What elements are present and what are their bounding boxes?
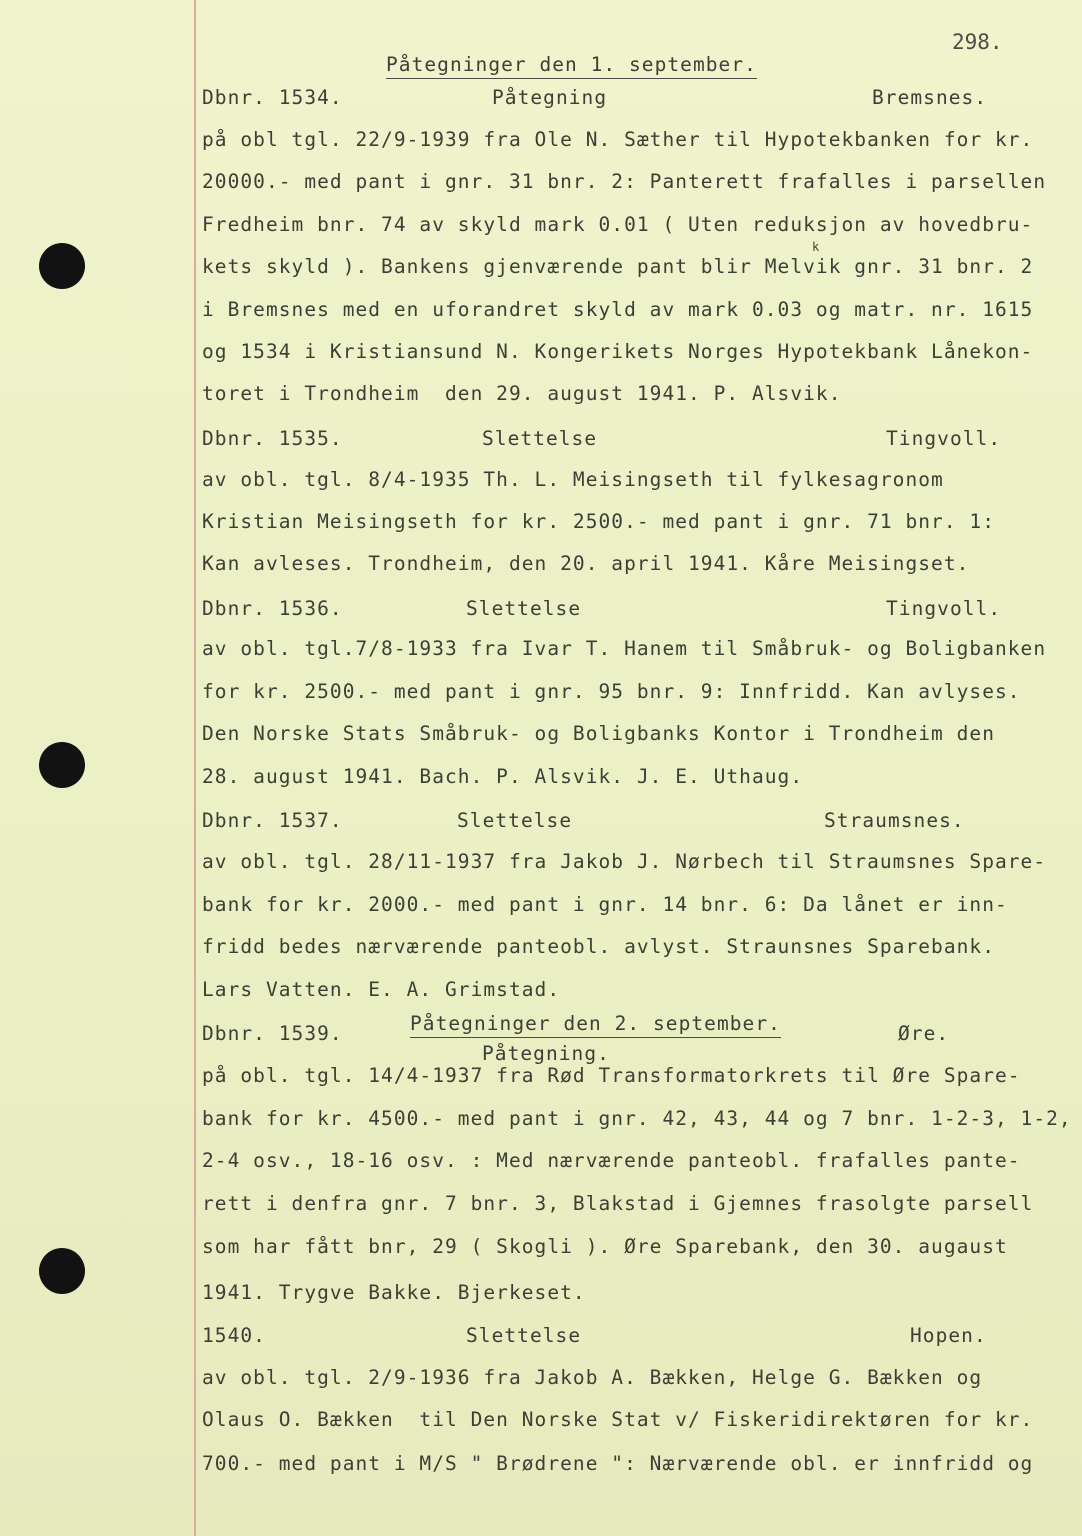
entry-header [202, 86, 1002, 110]
entry-type: Slettelse [466, 597, 582, 620]
entry-place: Straumsnes. [824, 809, 965, 832]
entry-type: Påtegning. [482, 1042, 610, 1065]
entry-place: Bremsnes. [872, 86, 988, 109]
text-line: bank for kr. 4500.- med pant i gnr. 42, 43, 44 og 7 bnr. 1-2-3, 1-2, [202, 1107, 1072, 1130]
text-line: på obl. tgl. 14/4-1937 fra Rød Transformatorkrets til Øre Spare- [202, 1064, 1021, 1087]
text-line: av obl. tgl.7/8-1933 fra Ivar T. Hanem til Småbruk- og Boligbanken [202, 637, 1047, 660]
text-line: Lars Vatten. E. A. Grimstad. [202, 978, 561, 1001]
text-line: Fredheim bnr. 74 av skyld mark 0.01 ( Uten reduksjon av hovedbru- [202, 213, 1034, 236]
text-line: Den Norske Stats Småbruk- og Boligbanks Kontor i Trondheim den [202, 722, 995, 745]
text-line: som har fått bnr, 29 ( Skogli ). Øre Sparebank, den 30. augaust [202, 1235, 1008, 1258]
entry-header [202, 597, 1002, 621]
text-line: 700.- med pant i M/S " Brødrene ": Nærværende obl. er innfridd og [202, 1452, 1034, 1475]
punch-hole [39, 243, 85, 289]
text-line: Kan avleses. Trondheim, den 20. april 1941. Kåre Meisingset. [202, 552, 970, 575]
entry-number: Dbnr. 1536. [202, 597, 343, 620]
correction-mark: k [812, 240, 820, 254]
entry-place: Hopen. [910, 1324, 987, 1347]
text-line: fridd bedes nærværende panteobl. avlyst. Straunsnes Sparebank. [202, 935, 995, 958]
entry-type: Slettelse [457, 809, 573, 832]
entry-type: Påtegning [492, 86, 608, 109]
text-line: 2-4 osv., 18-16 osv. : Med nærværende panteobl. frafalles pante- [202, 1149, 1021, 1172]
entry-number: 1540. [202, 1324, 266, 1347]
entry-header [202, 809, 1002, 833]
text-line: i Bremsnes med en uforandret skyld av mark 0.03 og matr. nr. 1615 [202, 298, 1034, 321]
text-line: Kristian Meisingseth for kr. 2500.- med pant i gnr. 71 bnr. 1: [202, 510, 995, 533]
margin-line [194, 0, 196, 1536]
entry-type: Slettelse [466, 1324, 582, 1347]
entry-number: Dbnr. 1537. [202, 809, 343, 832]
text-line: for kr. 2500.- med pant i gnr. 95 bnr. 9: Innfridd. Kan avlyses. [202, 680, 1021, 703]
text-line: av obl. tgl. 8/4-1935 Th. L. Meisingseth til fylkesagronom [202, 468, 944, 491]
entry-header [202, 1324, 1002, 1348]
entry-place: Tingvoll. [886, 427, 1002, 450]
entry-type: Slettelse [482, 427, 598, 450]
section-header: Påtegninger den 1. september. [386, 55, 757, 75]
punch-hole [39, 1248, 85, 1294]
text-line: 1941. Trygve Bakke. Bjerkeset. [202, 1281, 586, 1304]
entry-number: Dbnr. 1539. [202, 1022, 343, 1045]
page-number: 298. [952, 30, 1003, 54]
entry-number: Dbnr. 1534. [202, 86, 343, 109]
text-line: av obl. tgl. 28/11-1937 fra Jakob J. Nørbech til Straumsnes Spare- [202, 850, 1047, 873]
text-line: bank for kr. 2000.- med pant i gnr. 14 bnr. 6: Da lånet er inn- [202, 893, 1008, 916]
text-line: kets skyld ). Bankens gjenværende pant blir Melvik gnr. 31 bnr. 2 [202, 255, 1034, 278]
entry-number: Dbnr. 1535. [202, 427, 343, 450]
text-line: Olaus O. Bækken til Den Norske Stat v/ Fiskeridirektøren for kr. [202, 1408, 1034, 1431]
text-line: toret i Trondheim den 29. august 1941. P. Alsvik. [202, 382, 842, 405]
text-line: av obl. tgl. 2/9-1936 fra Jakob A. Bækken, Helge G. Bækken og [202, 1366, 983, 1389]
entry-header [202, 427, 1002, 451]
section-header: Påtegninger den 2. september. [410, 1014, 781, 1034]
entry-place: Øre. [898, 1022, 950, 1045]
punch-hole [39, 742, 85, 788]
text-line: rett i denfra gnr. 7 bnr. 3, Blakstad i Gjemnes frasolgte parsell [202, 1192, 1034, 1215]
entry-place: Tingvoll. [886, 597, 1002, 620]
text-line: og 1534 i Kristiansund N. Kongerikets Norges Hypotekbank Lånekon- [202, 340, 1034, 363]
text-line: 20000.- med pant i gnr. 31 bnr. 2: Panterett frafalles i parsellen [202, 170, 1047, 193]
text-line: på obl tgl. 22/9-1939 fra Ole N. Sæther til Hypotekbanken for kr. [202, 128, 1034, 151]
text-line: 28. august 1941. Bach. P. Alsvik. J. E. Uthaug. [202, 765, 804, 788]
